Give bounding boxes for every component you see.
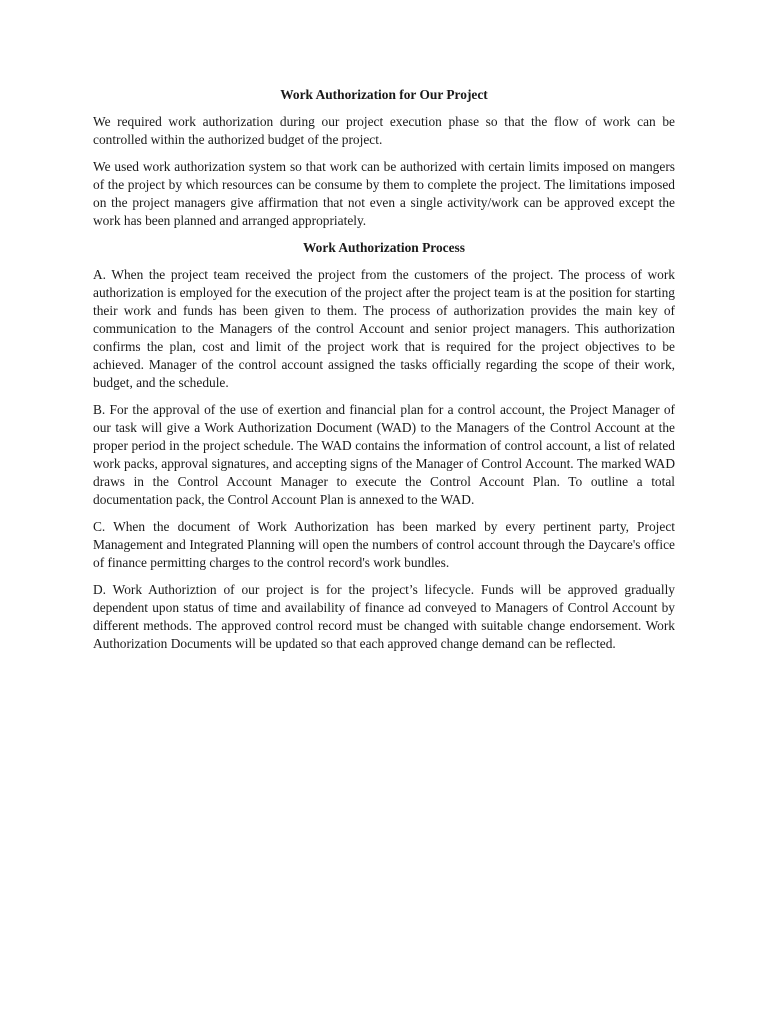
process-paragraph-c: C. When the document of Work Authorization has been marked by every pertinent party, Project Management and Integrated Planning will open the numbers of control account through the Daycare's office of finance permitting charges to the control record's work bundles. [93,519,675,570]
document-title: Work Authorization for Our Project [280,87,488,102]
process-paragraph-d: D. Work Authoriztion of our project is for the project’s lifecycle. Funds will be approved gradually dependent upon status of time and availability of finance ad conveyed to Managers of Control Account by different methods. The approved control record must be changed with suitable change endorsement. Work Authorization Documents will be updated so that each approved change demand can be reflected. [93,582,675,651]
process-paragraph-a: A. When the project team received the project from the customers of the project. The process of work authorization is employed for the execution of the project after the project team is at the position for starting their work and funds has been given to them. The process of authorization provides the main key of communication to the Managers of the control Account and senior project managers. This authorization confirms the plan, cost and limit of the project work that is required for the project objectives to be achieved. Manager of the control account assigned the tasks officially regarding the scope of their work, budget, and the schedule. [93,267,675,390]
document-body [93,86,675,662]
section-heading: Work Authorization Process [303,240,465,255]
intro-paragraph: We used work authorization system so that work can be authorized with certain limits imposed on mangers of the project by which resources can be consume by them to complete the project. The limitations imposed on the project managers give affirmation that not even a single activity/work can be approved except the work has been planned and arranged appropriately. [93,159,675,228]
intro-paragraph: We required work authorization during our project execution phase so that the flow of work can be controlled within the authorized budget of the project. [93,114,675,147]
process-paragraph-b: B. For the approval of the use of exertion and financial plan for a control account, the Project Manager of our task will give a Work Authorization Document (WAD) to the Managers of the Control Account at the proper period in the project schedule. The WAD contains the information of control account, a list of related work packs, approval signatures, and accepting signs of the Manager of Control Account. The marked WAD draws in the Control Account Manager to execute the Control Account Plan. To outline a total documentation pack, the Control Account Plan is annexed to the WAD. [93,402,675,507]
